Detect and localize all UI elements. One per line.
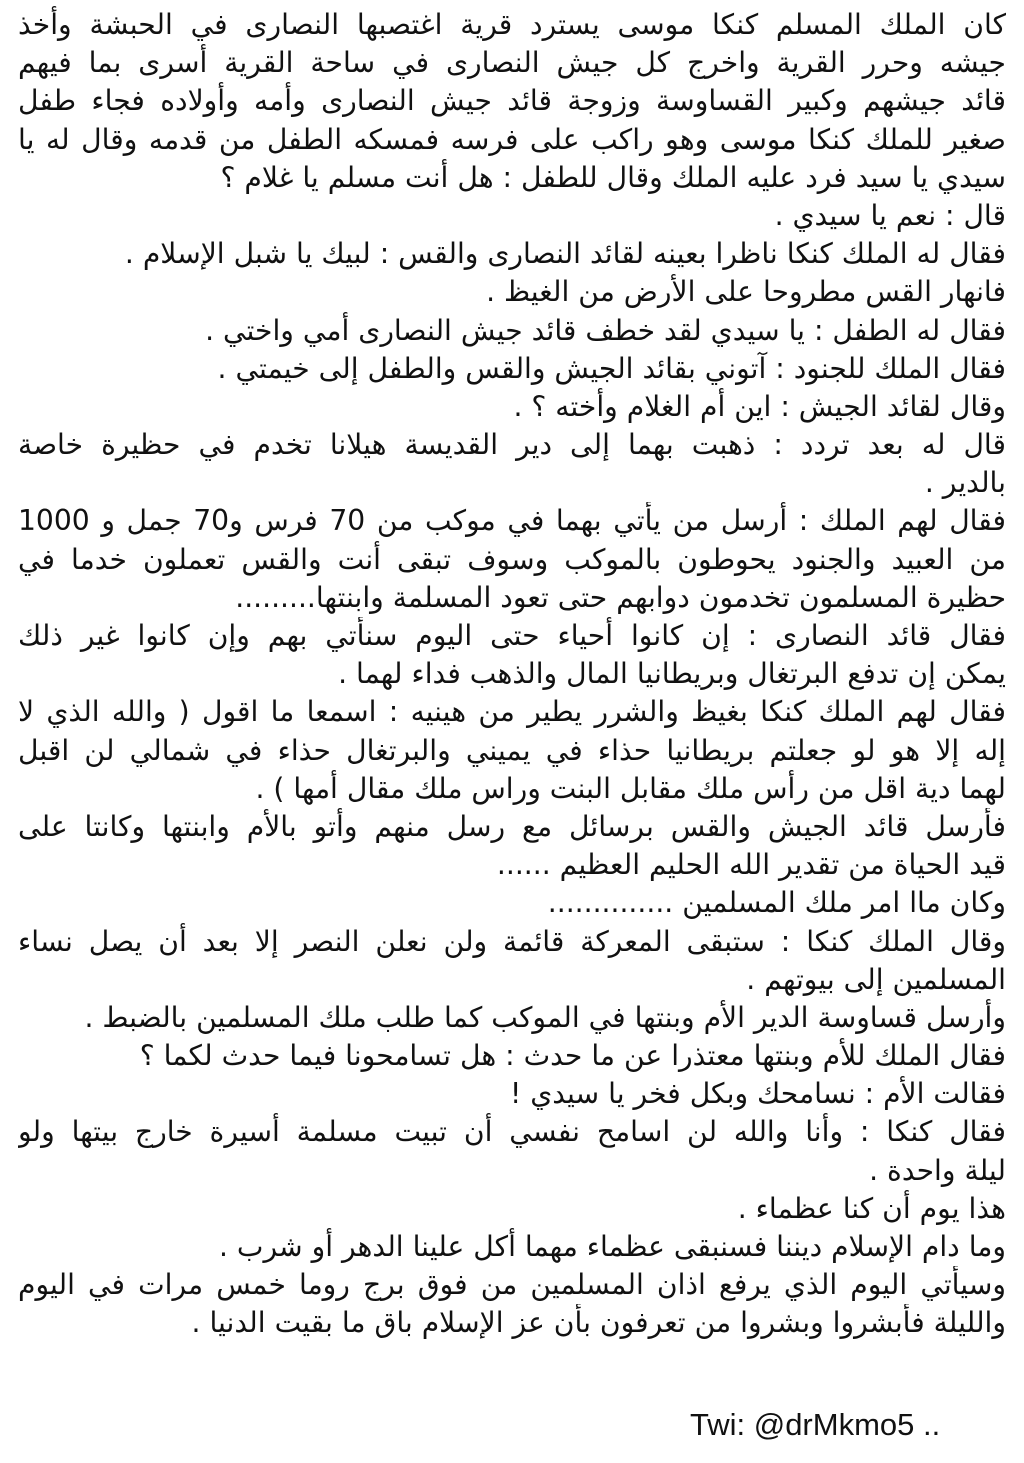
text-line: فقال الملك للجنود : آتوني بقائد الجيش والقس والطفل إلى خيمتي .	[217, 351, 1006, 385]
text-line: هذا يوم أن كنا عظماء .	[737, 1191, 1006, 1225]
text-line: فقالت الأم : نسامحك وبكل فخر يا سيدي !	[509, 1077, 1006, 1111]
text-line: فقال لهم الملك كنكا بغيظ والشرر يطير من هينيه : اسمعا ما اقول ( والله الذي لا	[18, 695, 1006, 729]
text-line: وما دام الإسلام ديننا فسنبقى عظماء مهما أكل علينا الدهر أو شرب .	[219, 1230, 1006, 1263]
story-text	[18, 6, 1006, 1343]
text-line: جيشه وحرر القرية واخرج كل جيش النصارى في ساحة القرية أسرى بما فيهم	[18, 46, 1006, 80]
text-line: كان الملك المسلم كنكا موسى يسترد قرية اغتصبها النصارى في الحبشة وأخذ	[18, 8, 1006, 41]
document-page	[18, 6, 1006, 1456]
text-line: فقال لهم الملك : أرسل من يأتي بهما في موكب من 70 فرس و70 جمل و 1000	[18, 504, 1006, 538]
text-line: فقال له الطفل : يا سيدي لقد خطف قائد جيش النصارى أمي واختي .	[205, 313, 1006, 347]
text-line: قال : نعم يا سيدي .	[774, 198, 1006, 232]
text-line: سيدي يا سيد فرد عليه الملك وقال للطفل : هل أنت مسلم يا غلام ؟	[220, 160, 1006, 194]
text-line: فانهار القس مطروحا على الأرض من الغيظ .	[486, 275, 1006, 309]
text-line: وقال الملك كنكا : ستبقى المعركة قائمة ولن نعلن النصر إلا بعد أن يصل نساء	[18, 924, 1006, 958]
text-line: فقال له الملك كنكا ناظرا بعينه لقائد النصارى والقس : لبيك يا شبل الإسلام .	[124, 237, 1006, 271]
text-line: فقال الملك للأم وبنتها معتذرا عن ما حدث : هل تسامحونا فيما حدث لكما ؟	[139, 1039, 1006, 1073]
text-line: صغير للملك كنكا موسى وهو راكب على فرسه فمسكه الطفل من قدمه وقال له يا	[18, 122, 1006, 156]
text-line: قائد جيشهم وكبير القساوسة وزوجة قائد جيش النصارى وأمه وأولاده فجاء طفل	[18, 84, 1006, 118]
text-line: المسلمين إلى بيوتهم .	[746, 962, 1006, 996]
text-line: بالدير .	[924, 466, 1006, 500]
text-line: فأرسل قائد الجيش والقس برسائل مع رسل منهم وأتو بالأم وابنتها وكانتا على	[18, 809, 1006, 843]
text-line: وقال لقائد الجيش : اين أم الغلام وأخته ؟ .	[513, 389, 1006, 423]
text-line: لهما دية اقل من رأس ملك مقابل البنت وراس ملك مقال أمها ) .	[255, 771, 1006, 805]
text-line: وسيأتي اليوم الذي يرفع اذان المسلمين من فوق برج روما خمس مرات في اليوم	[18, 1268, 1006, 1302]
text-line: ليلة واحدة .	[869, 1153, 1006, 1187]
text-line: قال له بعد تردد : ذهبت بهما إلى دير القديسة هيلانا تخدم في حظيرة خاصة	[18, 428, 1006, 462]
text-line: حظيرة المسلمون تخدمون دوابهم حتى تعود المسلمة وابنتها.........	[235, 580, 1006, 614]
text-line: وأرسل قساوسة الدير الأم وبنتها في الموكب كما طلب ملك المسلمين بالضبط .	[84, 1000, 1006, 1034]
text-line: وكان ماا امر ملك المسلمين ..............	[547, 886, 1006, 920]
text-line: فقال كنكا : وأنا والله لن اسامح نفسي أن تبيت مسلمة أسيرة خارج بيتها ولو	[18, 1115, 1006, 1149]
text-line: فقال قائد النصارى : إن كانوا أحياء حتى اليوم سنأتي بهم وإن كانوا غير ذلك	[18, 619, 1006, 652]
text-line: قيد الحياة من تقدير الله الحليم العظيم ......	[496, 848, 1006, 882]
twitter-credit: Twi: @drMkmo5 ..	[690, 1407, 941, 1442]
text-line: من العبيد والجنود يحوطون بالموكب وسوف تبقى أنت والقس تعملون خدما في	[18, 542, 1006, 576]
text-line: والليلة فأبشروا وبشروا من تعرفون بأن عز الإسلام باق ما بقيت الدنيا .	[191, 1306, 1006, 1340]
text-line: يمكن إن تدفع البرتغال وبريطانيا المال والذهب فداء لهما .	[338, 657, 1006, 691]
text-line: إله إلا هو لو جعلتم بريطانيا حذاء في يميني والبرتغال حذاء في شمالي لن اقبل	[18, 733, 1006, 767]
